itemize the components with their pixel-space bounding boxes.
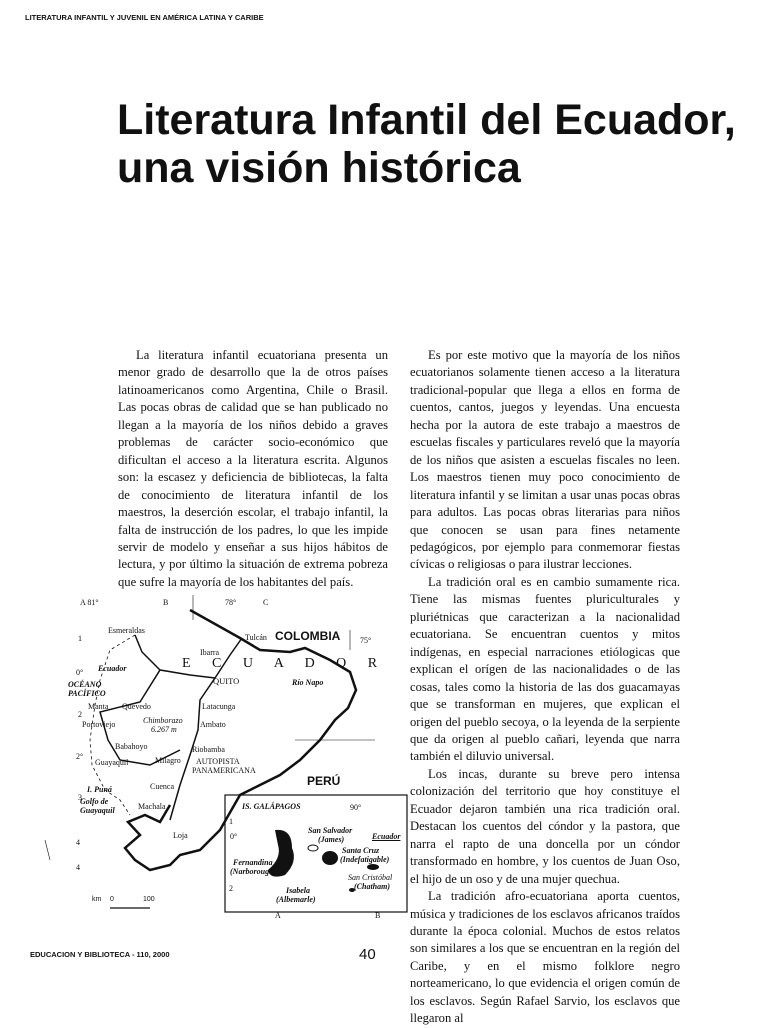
island-label: Santa Cruz — [342, 846, 380, 855]
highway-label: PANAMERICANA — [192, 766, 256, 775]
island-label: San Salvador — [308, 826, 353, 835]
grid-label: 2 — [78, 710, 82, 719]
city-label: Portoviejo — [82, 720, 116, 729]
city-label: Loja — [173, 831, 188, 840]
mountain-altitude: 6.267 m — [151, 725, 177, 734]
city-label: Latacunga — [202, 702, 236, 711]
ecuador-map — [30, 590, 410, 930]
country-label-peru: PERÚ — [307, 774, 341, 788]
island-label: (James) — [318, 835, 345, 844]
journal-footer: EDUCACION Y BIBLIOTECA - 110, 2000 — [30, 950, 170, 959]
city-label: Babahoyo — [115, 742, 148, 751]
grid-label: 75° — [360, 636, 372, 645]
article-title: Literatura Infantil del Ecuador, una visión histórica — [117, 96, 736, 192]
ocean-label: PACÍFICO — [68, 689, 106, 698]
paragraph: La tradición afro-ecuatoriana aporta cuentos, música y tradiciones de los esclavos africanos traídos durante la época colonial. Muchos de estos relatos son similares a los que se encuentran en la región del Caribe, y en el mismo folklore negro norteamericano, lo que evidencia el origen común de los esclavos. Según Rafael Sarvio, los esclavos que llegaron al — [410, 889, 680, 1026]
island-label: Isabela — [286, 886, 310, 895]
city-label: Cuenca — [150, 782, 174, 791]
page-number: 40 — [359, 946, 376, 963]
paragraph: Es por este motivo que la mayoría de los niños ecuatorianos solamente tienen acceso a la literatura tradicional-popular que llega a ellos en forma de cuentos, cantos, juegos y leyendas. Una encuesta hecha por la autora de este trabajo a maestros de escuelas fiscales y particulares reveló que la mayoría de los niños que asisten a escuelas fiscales no leen. Los maestros tienen muy poco conocimiento de literatura infantil y se limitan a usar unas pocas obras para adultos. Las pocas obras literarias para niños que conocen se usan para fines netamente pedagógicos, por ejemplo para conmemorar fiestas cívicas o religiosas o para ilustrar lecciones. — [410, 348, 680, 572]
grid-label: B — [375, 911, 381, 920]
running-head: LITERATURA INFANTIL Y JUVENIL EN AMÉRICA LATINA Y CARIBE — [25, 13, 264, 22]
galapagos-inset — [225, 795, 407, 912]
city-label: Ambato — [200, 720, 226, 729]
city-label: Machala — [138, 802, 166, 811]
city-label: Tulcán — [245, 633, 267, 642]
river-label: Río Napo — [292, 678, 324, 687]
scale-unit: km — [92, 896, 102, 903]
grid-label: 3 — [78, 793, 82, 802]
grid-label: 0° — [76, 668, 84, 677]
equator-label: Ecuador — [372, 832, 401, 841]
grid-label: 90° — [350, 803, 362, 812]
paragraph: La tradición oral es en cambio sumamente rica. Tiene las mismas fuentes pluriculturales y pluriétnicas que caracterizan a la nacionalidad ecuatoriana. Se encuentran cuentos y mitos indígenas, en especial narraciones etiólogicas que explican el orígen de las nacionalidades o de las cosas, tales como la historia de las dos guacamayas que se transforman en mujeres, que explican el origen del pueblo secoya, o la leyenda de la serpiente que da origen al pueblo cañari, leyenda que narra también el diluvio universal. — [410, 574, 680, 764]
grid-label: 2° — [76, 752, 84, 761]
city-label: Manta — [88, 702, 109, 711]
grid-label: A — [275, 911, 281, 920]
grid-label: 1 — [229, 817, 233, 826]
ocean-label: OCÉANO — [68, 680, 102, 689]
grid-label: 4 — [76, 863, 80, 872]
grid-label: 4 — [76, 838, 80, 847]
city-label-capital: QUITO — [213, 676, 240, 686]
left-column — [118, 347, 388, 591]
island-label: Fernandina — [233, 858, 273, 867]
grid-label: A 81° — [80, 598, 99, 607]
city-label: Milagro — [155, 756, 181, 765]
gulf-label: Golfo de — [80, 797, 109, 806]
city-label: Ibarra — [200, 648, 220, 657]
city-label: Riobamba — [192, 745, 225, 754]
equator-label: Ecuador — [98, 664, 127, 673]
paragraph: Los incas, durante su breve pero intensa colonización del territorio que hoy constituye el Ecuador dejaron también una rica tradición oral. Destacan los cuentos del cóndor y la pastora, que narra el rapto de una doncella por un cóndor transformado en hombre, y los cuentos de Juan Oso, el hijo de un oso y de una mujer quechua. — [410, 766, 680, 886]
grid-label: 1 — [78, 634, 82, 643]
galapagos-title: IS. GALÁPAGOS — [242, 802, 301, 811]
paragraph: La literatura infantil ecuatoriana presenta un menor grado de desarrollo que la de otros países latinoamericanos como Argentina, Chile o Brasil. Las pocas obras de calidad que se han publicado no llegan a la mayoría de los niños debido a graves problemas de carácter socio-económico que dificultan el acceso a la literatura escrita. Algunos son: la escasez y deficiencia de bibliotecas, la falta de conocimiento de literatura infantil de los maestros, la deserción escolar, el trabajo infantil, la falta de instrucción de los padres, lo que les impide servir de modelo y enseñar a sus hijos hábitos de lectura, y por último la situación de extrema pobreza que sufre la mayoría de los habitantes del país. — [118, 348, 388, 589]
grid-label: 2 — [229, 884, 233, 893]
island-label: (Albemarle) — [276, 895, 316, 904]
scale-start: 0 — [110, 896, 114, 903]
island-label: (Narborough) — [230, 867, 277, 876]
right-column — [410, 347, 680, 1028]
gulf-label: Guayaquil — [80, 806, 115, 815]
country-label: E C U A D O R — [182, 656, 387, 671]
highway-label: AUTOPISTA — [196, 757, 240, 766]
city-label: Quevedo — [122, 702, 151, 711]
grid-label: 78° — [225, 598, 237, 607]
country-label-colombia: COLOMBIA — [275, 629, 341, 643]
island-label: (Chatham) — [354, 882, 391, 891]
grid-label: 0° — [230, 832, 238, 841]
scale-end: 100 — [143, 896, 155, 903]
grid-label: B — [163, 598, 169, 607]
island-label: (Indefatigable) — [340, 855, 390, 864]
city-label: Esmeraldas — [108, 626, 145, 635]
island-label: I. Puná — [87, 785, 112, 794]
mountain-label: Chimborazo — [143, 716, 183, 725]
grid-label: C — [263, 598, 269, 607]
island-label: San Cristóbal — [348, 873, 393, 882]
city-label: Guayaquil — [95, 758, 129, 767]
